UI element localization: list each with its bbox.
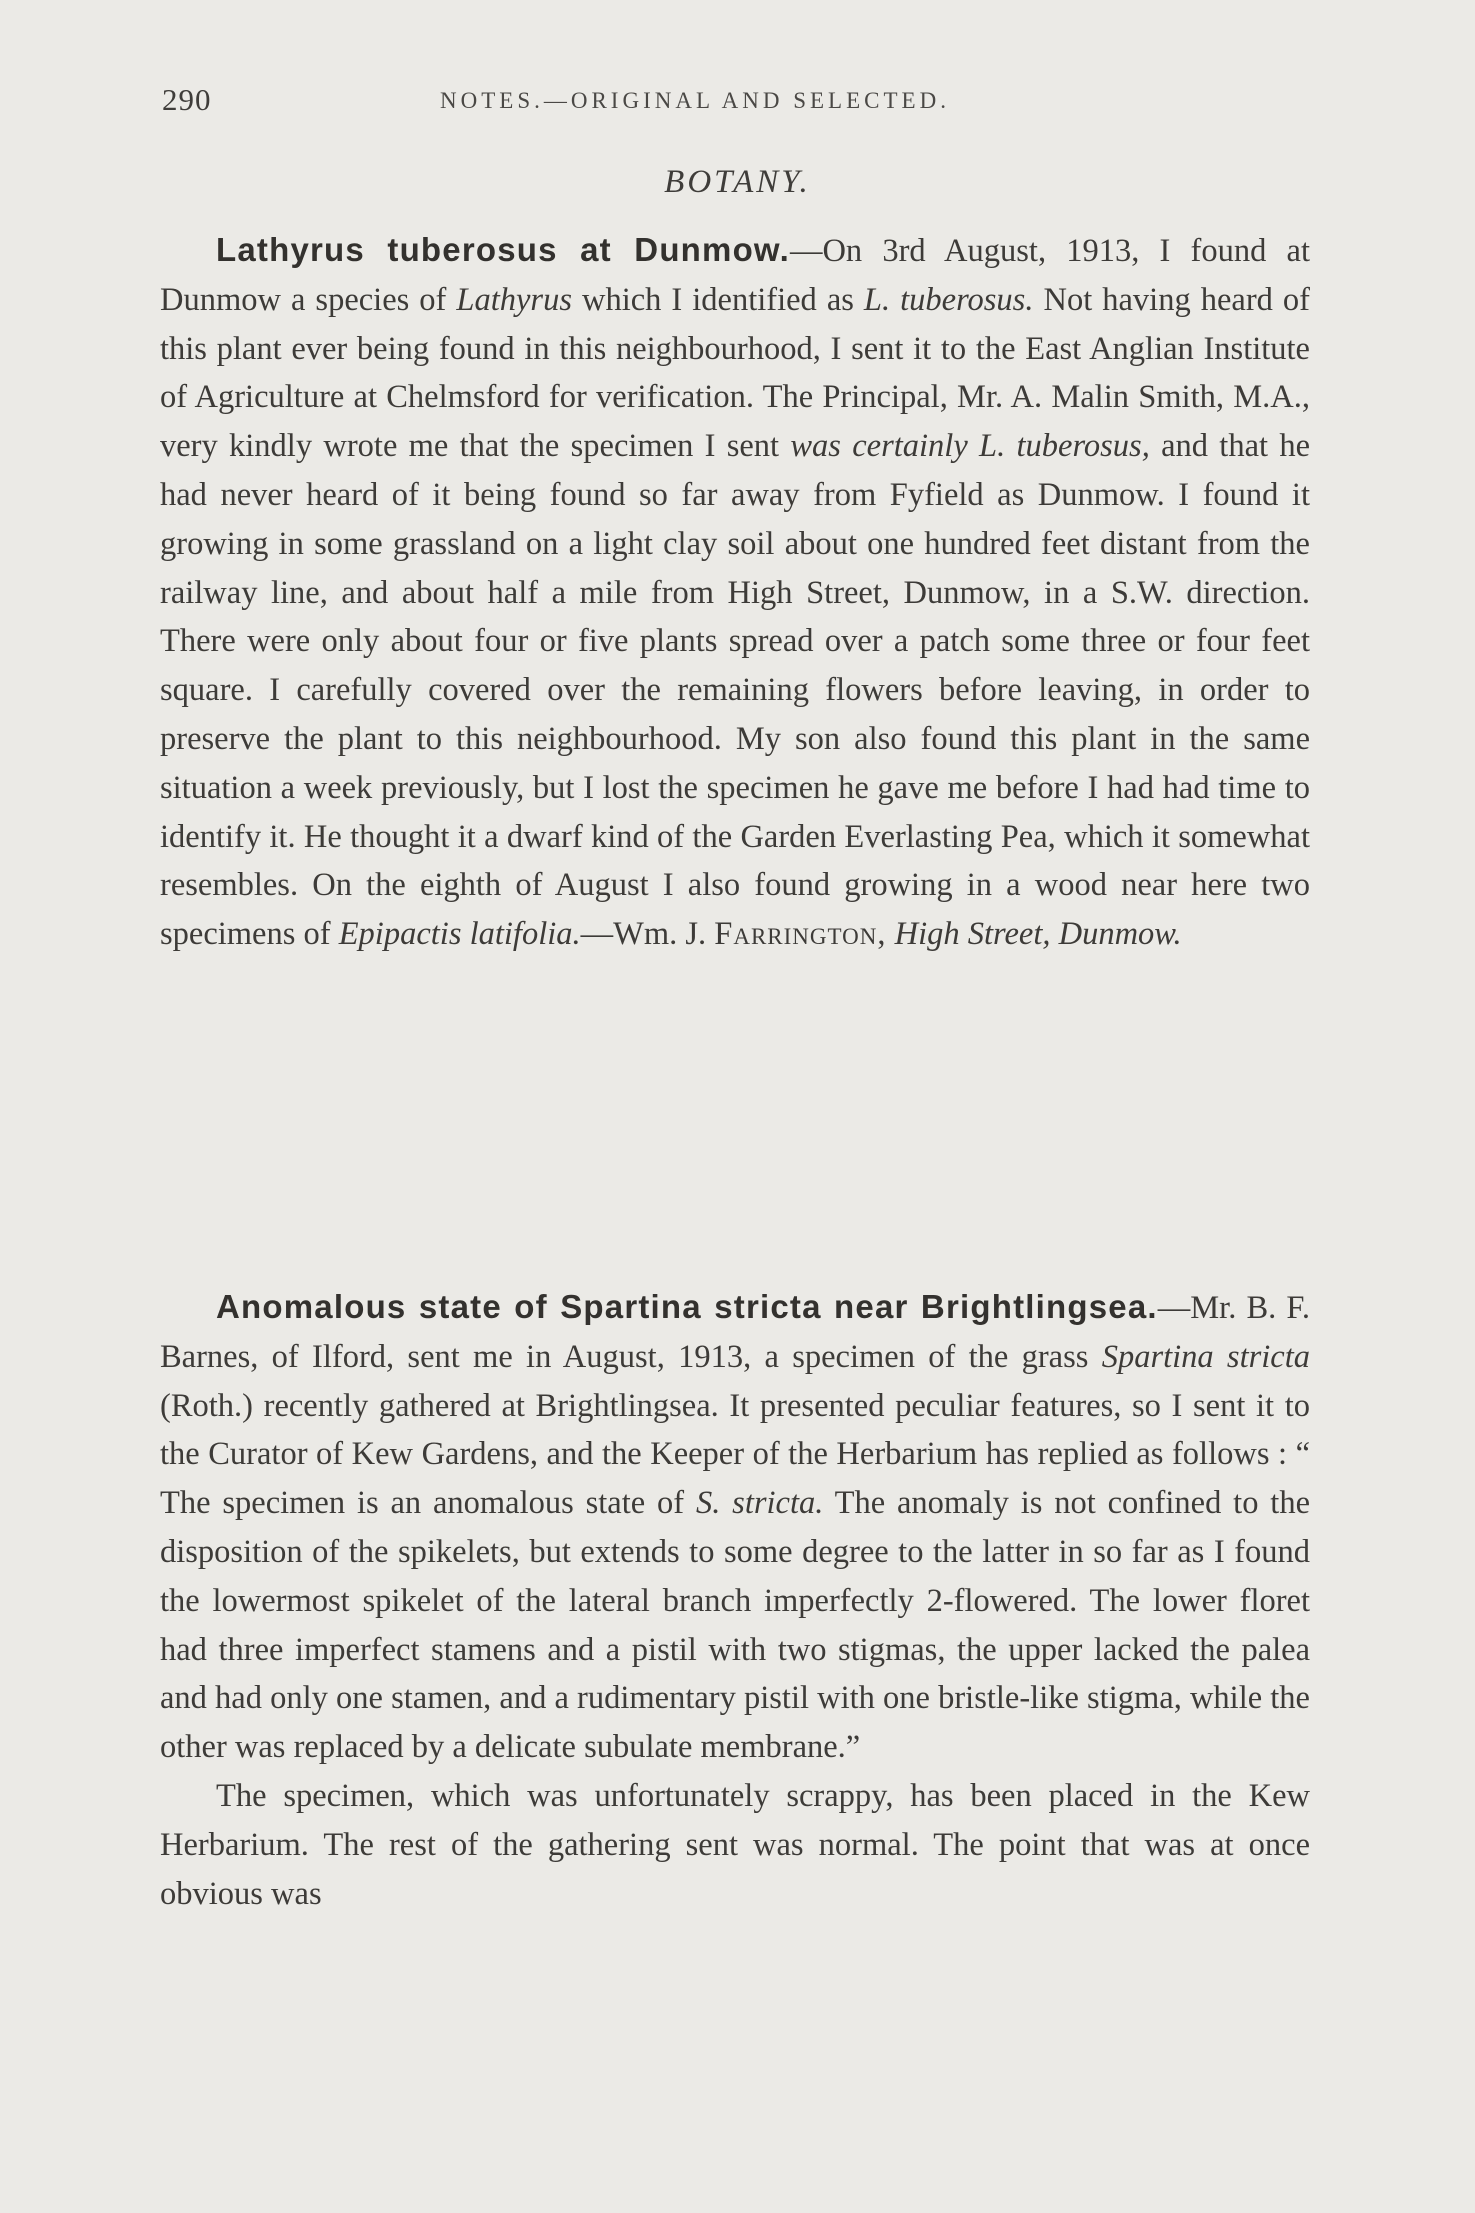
running-head: NOTES.—ORIGINAL AND SELECTED.	[440, 88, 950, 113]
note-paragraph	[160, 1283, 1310, 1772]
page-header	[160, 82, 1310, 122]
author-name: Farrington,	[714, 916, 887, 953]
note-text: —Wm. J.	[580, 916, 715, 953]
italic-text: S. stricta.	[695, 1485, 824, 1522]
section-title: BOTANY.	[664, 164, 811, 200]
note-heading: Lathyrus tuberosus at Dunmow.	[216, 231, 790, 268]
author-address: High Street, Dunmow.	[894, 916, 1182, 953]
italic-text: Spartina stricta	[1101, 1338, 1310, 1375]
note-paragraph: The specimen, which was unfortunately scrappy, has been placed in the Kew Herbarium. The rest of the gathering sent was normal. The point that was at once obvious was	[160, 1777, 1310, 1912]
note-text: —On 3rd August, 1913, I found at Dunmow a species of	[160, 233, 1311, 318]
note-spartina	[160, 1283, 1310, 1918]
note-paragraph	[160, 226, 1310, 959]
note-text: Not having heard of this plant ever being found in this neighbourhood, I sent it to the East Anglian Institute of Agriculture at Chelmsford for verification. The Principal, Mr. A. Malin Smith, M.A., very kindly wrote me that the specimen I sent	[160, 281, 1310, 465]
note-text: The anomaly is not confined to the disposition of the spikelets, but extends to some degree to the latter in so far as I found the lowermost spikelet of the lateral branch imperfectly 2-flowered. The lower floret had three imperfect stamens and a pistil with two stigmas, the upper lacked the palea and had only one stamen, and a rudimentary pistil with one bristle-like stigma, while the other was replaced by a delicate subulate membrane.”	[160, 1485, 1310, 1766]
note-text: —Mr. B. F. Barnes, of Ilford, sent me in August, 1913, a specimen of the grass	[160, 1290, 1310, 1375]
note-heading: Anomalous state of Spartina stricta near Brightlingsea.	[216, 1288, 1158, 1325]
italic-text: was certainly L. tuberosus,	[790, 428, 1150, 465]
note-text: which I identified as	[571, 281, 864, 318]
italic-text: Epipactis latifolia.	[338, 916, 581, 953]
note-lathyrus	[160, 226, 1310, 959]
note-text: (Roth.) recently gathered at Brightlingsea. It presented peculiar features, so I sent it to the Curator of Kew Gardens, and the Keeper of the Herbarium has replied as follows : “ The specimen is an anomalous state of	[160, 1387, 1310, 1522]
page-number: 290	[162, 82, 212, 117]
italic-text: Lathyrus	[456, 281, 572, 318]
italic-text: L. tuberosus.	[863, 281, 1034, 318]
note-text: and that he had never heard of it being found so far away from Fyfield as Dunmow. I found it growing in some grassland on a light clay soil about one hundred feet distant from the railway line, and about half a mile from High Street, Dunmow, in a S.W. direction. There were only about four or five plants spread over a patch some three or four feet square. I carefully covered over the remaining flowers before leaving, in order to preserve the plant to this neighbourhood. My son also found this plant in the same situation a week previously, but I lost the specimen he gave me before I had had time to identify it. He thought it a dwarf kind of the Garden Everlasting Pea, which it somewhat resembles. On the eighth of August I also found growing in a wood near here two specimens of	[160, 428, 1310, 953]
